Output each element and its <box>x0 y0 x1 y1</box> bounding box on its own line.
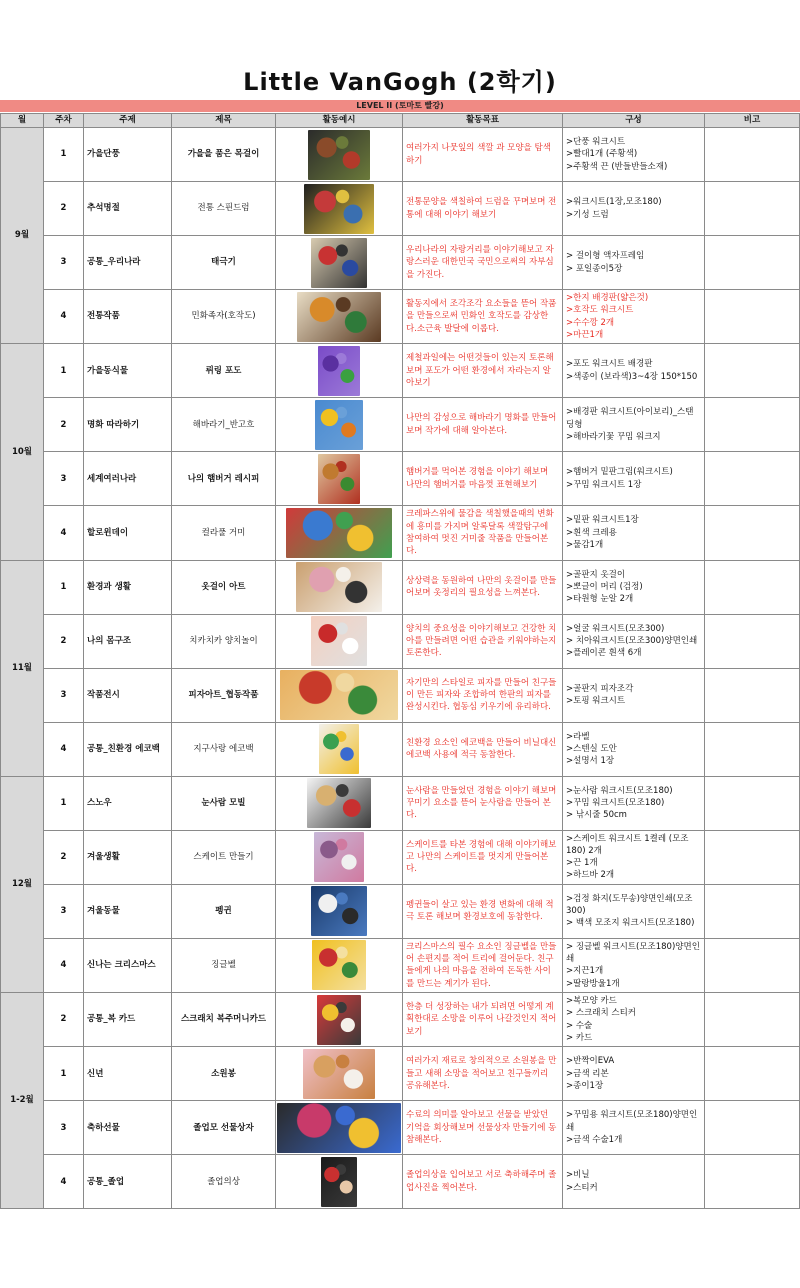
header-example: 활동예시 <box>276 114 403 128</box>
note-cell <box>705 993 800 1047</box>
materials-cell: >복모양 카드 > 스크래치 스티커 > 수술 > 카드 <box>563 993 705 1047</box>
goal-cell: 햄버거를 먹어본 경험을 이야기 해보며 나만의 햄버거를 마음껏 표현해보기 <box>403 452 563 506</box>
activity-photo <box>297 292 381 342</box>
table-row <box>1 182 800 236</box>
materials-cell: >눈사람 워크시트(모조180) >꾸밈 워크시트(모조180) > 낚시줄 50cm <box>563 776 705 830</box>
topic-cell: 신나는 크리스마스 <box>84 938 172 992</box>
week-cell: 4 <box>44 290 84 344</box>
week-cell: 4 <box>44 1155 84 1209</box>
example-cell <box>276 182 403 236</box>
topic-cell: 할로윈데이 <box>84 506 172 560</box>
example-cell <box>276 128 403 182</box>
activity-photo <box>315 400 363 450</box>
title-cell: 옷걸이 아트 <box>172 560 276 614</box>
activity-photo <box>280 670 398 720</box>
materials-cell: >꾸밈용 워크시트(모조180)양면인쇄 >금색 수술1개 <box>563 1101 705 1155</box>
goal-cell: 스케이트를 타본 경험에 대해 이야기해보고 나만의 스케이트를 멋지게 만들어본다. <box>403 830 563 884</box>
example-cell <box>276 776 403 830</box>
materials-cell: >검정 화지(도무송)양면인쇄(모조300) > 백색 모조지 워크시트(모조180) <box>563 884 705 938</box>
week-cell: 3 <box>44 668 84 722</box>
month-cell: 11월 <box>1 560 44 776</box>
example-cell <box>276 506 403 560</box>
activity-photo <box>277 1103 401 1153</box>
note-cell <box>705 560 800 614</box>
activity-photo <box>311 238 367 288</box>
table-row <box>1 938 800 992</box>
materials-cell: > 징글벨 워크시트(모조180)양면인쇄 >지끈1개 >딸랑방울1개 <box>563 938 705 992</box>
title-cell: 태극기 <box>172 236 276 290</box>
note-cell <box>705 884 800 938</box>
topic-cell: 스노우 <box>84 776 172 830</box>
goal-cell: 여러가지 재료로 창의적으로 소원봉을 만들고 새해 소망을 적어보고 친구들끼리 공유해본다. <box>403 1047 563 1101</box>
example-cell <box>276 398 403 452</box>
note-cell <box>705 614 800 668</box>
title-cell: 눈사람 모빌 <box>172 776 276 830</box>
week-cell: 2 <box>44 830 84 884</box>
note-cell <box>705 506 800 560</box>
table-row <box>1 1101 800 1155</box>
week-cell: 4 <box>44 938 84 992</box>
goal-cell: 크리스마스의 필수 요소인 징글벨을 만들어 손편지를 적어 트리에 걸어둔다. 친구들에게 나의 마음을 전하여 돈독한 사이를 만드는 계기가 된다. <box>403 938 563 992</box>
topic-cell: 신년 <box>84 1047 172 1101</box>
goal-cell: 우리나라의 자랑거리를 이야기해보고 자랑스러운 대한민국 국민으로써의 자부심을 가진다. <box>403 236 563 290</box>
document-title: Little VanGogh (2학기) <box>243 68 557 96</box>
table-row <box>1 344 800 398</box>
topic-cell: 전통작품 <box>84 290 172 344</box>
note-cell <box>705 452 800 506</box>
topic-cell: 명화 따라하기 <box>84 398 172 452</box>
example-cell <box>276 560 403 614</box>
month-cell: 9월 <box>1 128 44 344</box>
activity-photo <box>303 1049 375 1099</box>
goal-cell: 자기만의 스타일로 피자를 만들어 친구들이 만든 피자와 조합하여 한판의 피자를 완성시킨다. 협동심 키우기에 유리하다. <box>403 668 563 722</box>
materials-cell: >골판지 옷걸이 >뽀글이 머리 (검정) >타원형 눈알 2개 <box>563 560 705 614</box>
goal-cell: 여러가지 나뭇잎의 색깔 과 모양을 탐색하기 <box>403 128 563 182</box>
title-cell: 징글벨 <box>172 938 276 992</box>
goal-cell: 크레파스위에 물감을 색칠했을때의 변화에 흥미를 가지며 알록달록 색깔탐구에 참여하여 멋진 거미줄 작품을 만들어본다. <box>403 506 563 560</box>
week-cell: 3 <box>44 1101 84 1155</box>
topic-cell: 공통_복 카드 <box>84 993 172 1047</box>
title-cell: 가을을 품은 목걸이 <box>172 128 276 182</box>
note-cell <box>705 722 800 776</box>
topic-cell: 공통_우리나라 <box>84 236 172 290</box>
level-banner: LEVEL II (토마토 빨강) <box>0 100 800 112</box>
materials-cell: >배경판 워크시트(아이보리)_스탠딩형 >해바라기꽃 꾸밈 워크지 <box>563 398 705 452</box>
activity-photo <box>319 724 359 774</box>
title-cell: 졸업의상 <box>172 1155 276 1209</box>
materials-cell: > 걸이형 액자프레임 > 포일종이5장 <box>563 236 705 290</box>
note-cell <box>705 182 800 236</box>
table-row <box>1 290 800 344</box>
title-cell: 소원봉 <box>172 1047 276 1101</box>
activity-photo <box>311 886 367 936</box>
header-week: 주차 <box>44 114 84 128</box>
example-cell <box>276 1101 403 1155</box>
note-cell <box>705 830 800 884</box>
example-cell <box>276 1155 403 1209</box>
materials-cell: >포도 워크시트 배경판 >색종이 (보라색)3~4장 150*150 <box>563 344 705 398</box>
table-row <box>1 776 800 830</box>
week-cell: 3 <box>44 884 84 938</box>
activity-photo <box>318 346 360 396</box>
title-cell: 졸업모 선물상자 <box>172 1101 276 1155</box>
activity-photo <box>308 130 370 180</box>
activity-photo <box>318 454 360 504</box>
goal-cell: 제철과일에는 어떤것들이 있는지 토론해보며 포도가 어떤 환경에서 자라는지 알아보기 <box>403 344 563 398</box>
table-row <box>1 452 800 506</box>
title-cell: 전통 스핀드럼 <box>172 182 276 236</box>
example-cell <box>276 668 403 722</box>
example-cell <box>276 290 403 344</box>
table-row <box>1 884 800 938</box>
materials-cell: >햄버거 밑판그림(워크시트) >꾸밈 워크시트 1장 <box>563 452 705 506</box>
note-cell <box>705 668 800 722</box>
materials-cell: >비닐 >스티커 <box>563 1155 705 1209</box>
note-cell <box>705 1155 800 1209</box>
goal-cell: 전통문양을 색칠하여 드럼을 꾸며보며 전통에 대해 이야기 해보기 <box>403 182 563 236</box>
goal-cell: 상상력을 동원하여 나만의 옷걸이를 만들어보며 옷정리의 필요성을 느껴본다. <box>403 560 563 614</box>
activity-photo <box>314 832 364 882</box>
activity-photo <box>321 1157 357 1207</box>
example-cell <box>276 938 403 992</box>
topic-cell: 가을단풍 <box>84 128 172 182</box>
table-row <box>1 614 800 668</box>
month-cell: 12월 <box>1 776 44 993</box>
materials-cell: >밑판 워크시트1장 >흰색 크레용 >물감1개 <box>563 506 705 560</box>
goal-cell: 활동지에서 조각조각 요소들을 뜯어 작품을 만들으로써 민화인 호작도를 감상한다.소근육 발달에 이롭다. <box>403 290 563 344</box>
topic-cell: 공통_친환경 에코백 <box>84 722 172 776</box>
activity-photo <box>317 995 361 1045</box>
week-cell: 2 <box>44 398 84 452</box>
table-row <box>1 506 800 560</box>
title-cell: 나의 햄버거 레시피 <box>172 452 276 506</box>
header-row <box>1 114 800 128</box>
materials-cell: >얼굴 워크시트(모조300) > 치아워크시트(모조300)양면인쇄 >플레이콘 흰색 6개 <box>563 614 705 668</box>
month-cell: 1-2월 <box>1 993 44 1209</box>
example-cell <box>276 344 403 398</box>
week-cell: 2 <box>44 993 84 1047</box>
goal-cell: 나만의 감성으로 해바라기 명화를 만들어보며 작가에 대해 알아본다. <box>403 398 563 452</box>
month-cell: 10월 <box>1 344 44 560</box>
title-cell: 치카치카 양치놀이 <box>172 614 276 668</box>
note-cell <box>705 1047 800 1101</box>
note-cell <box>705 236 800 290</box>
topic-cell: 나의 몸구조 <box>84 614 172 668</box>
table-row <box>1 1155 800 1209</box>
table-row <box>1 668 800 722</box>
example-cell <box>276 614 403 668</box>
title-cell: 뤼링 포도 <box>172 344 276 398</box>
topic-cell: 가을동식물 <box>84 344 172 398</box>
title-cell: 스케이트 만들기 <box>172 830 276 884</box>
goal-cell: 한층 더 성장하는 내가 되려면 어떻게 계획한대로 소망을 이루어 나갈것인지 적어보기 <box>403 993 563 1047</box>
table-row <box>1 722 800 776</box>
title-cell: 피자아트_협동작품 <box>172 668 276 722</box>
goal-cell: 수료의 의미를 알아보고 선물을 받았던 기억을 회상해보며 선물상자 만들기에 동참해본다. <box>403 1101 563 1155</box>
title-cell: 컬라풀 거미 <box>172 506 276 560</box>
goal-cell: 친환경 요소인 에코백을 만들어 비닐대신 에코백 사용에 적극 동참한다. <box>403 722 563 776</box>
title-cell: 스크래치 복주머니카드 <box>172 993 276 1047</box>
goal-cell: 양치의 중요성을 이야기해보고 건강한 치아를 만들려면 어떤 습관을 키워야하는지 토론한다. <box>403 614 563 668</box>
topic-cell: 작품전시 <box>84 668 172 722</box>
title-cell: 지구사랑 에코백 <box>172 722 276 776</box>
header-note: 비고 <box>705 114 800 128</box>
topic-cell: 공통_졸업 <box>84 1155 172 1209</box>
title-cell: 펭귄 <box>172 884 276 938</box>
example-cell <box>276 1047 403 1101</box>
week-cell: 2 <box>44 614 84 668</box>
header-topic: 주제 <box>84 114 172 128</box>
week-cell: 3 <box>44 452 84 506</box>
note-cell <box>705 1101 800 1155</box>
activity-photo <box>311 616 367 666</box>
topic-cell: 축하선물 <box>84 1101 172 1155</box>
materials-cell: >스케이트 워크시트 1켤레 (모조180) 2개 >끈 1개 >하드바 2개 <box>563 830 705 884</box>
table-row <box>1 993 800 1047</box>
example-cell <box>276 884 403 938</box>
activity-photo <box>307 778 371 828</box>
note-cell <box>705 290 800 344</box>
materials-cell: >워크시트(1장,모조180) >기성 드럼 <box>563 182 705 236</box>
example-cell <box>276 993 403 1047</box>
goal-cell: 펭귄들이 살고 있는 환경 변화에 대해 적극 토론 해보며 환경보호에 동참한다. <box>403 884 563 938</box>
goal-cell: 졸업의상을 입어보고 서로 축하해주며 졸업사진을 찍어본다. <box>403 1155 563 1209</box>
table-row <box>1 128 800 182</box>
note-cell <box>705 398 800 452</box>
note-cell <box>705 344 800 398</box>
table-row <box>1 398 800 452</box>
week-cell: 4 <box>44 722 84 776</box>
example-cell <box>276 452 403 506</box>
title-cell: 민화족자(호작도) <box>172 290 276 344</box>
curriculum-table <box>0 113 800 1209</box>
table-row <box>1 830 800 884</box>
topic-cell: 겨울생활 <box>84 830 172 884</box>
example-cell <box>276 236 403 290</box>
materials-cell: >라벨 >스텐실 도안 >설명서 1장 <box>563 722 705 776</box>
materials-cell: >골판지 피자조각 >토핑 워크시트 <box>563 668 705 722</box>
goal-cell: 눈사람을 만들었던 경험을 이야기 해보며 꾸미기 요소를 뜯어 눈사람을 만들어 본다. <box>403 776 563 830</box>
week-cell: 1 <box>44 344 84 398</box>
week-cell: 1 <box>44 560 84 614</box>
topic-cell: 환경과 생활 <box>84 560 172 614</box>
week-cell: 4 <box>44 506 84 560</box>
materials-cell: >반짝이EVA >금색 리본 >종이1장 <box>563 1047 705 1101</box>
topic-cell: 세계여러나라 <box>84 452 172 506</box>
table-row <box>1 1047 800 1101</box>
week-cell: 2 <box>44 182 84 236</box>
week-cell: 1 <box>44 776 84 830</box>
materials-cell: >한지 배경판(얇은것) >호작도 워크시트 >수수깡 2개 >마끈1개 <box>563 290 705 344</box>
header-month: 월 <box>1 114 44 128</box>
example-cell <box>276 830 403 884</box>
header-materials: 구성 <box>563 114 705 128</box>
activity-photo <box>296 562 382 612</box>
header-title: 제목 <box>172 114 276 128</box>
week-cell: 3 <box>44 236 84 290</box>
topic-cell: 겨울동물 <box>84 884 172 938</box>
header-goal: 활동목표 <box>403 114 563 128</box>
activity-photo <box>304 184 374 234</box>
title-cell: 해바라기_반고흐 <box>172 398 276 452</box>
table-row <box>1 560 800 614</box>
table-row <box>1 236 800 290</box>
note-cell <box>705 776 800 830</box>
activity-photo <box>286 508 392 558</box>
example-cell <box>276 722 403 776</box>
week-cell: 1 <box>44 128 84 182</box>
topic-cell: 추석명절 <box>84 182 172 236</box>
materials-cell: >단풍 워크시트 >빨대1개 (주황색) >주황색 끈 (반들반들소재) <box>563 128 705 182</box>
note-cell <box>705 938 800 992</box>
activity-photo <box>312 940 366 990</box>
week-cell: 1 <box>44 1047 84 1101</box>
note-cell <box>705 128 800 182</box>
